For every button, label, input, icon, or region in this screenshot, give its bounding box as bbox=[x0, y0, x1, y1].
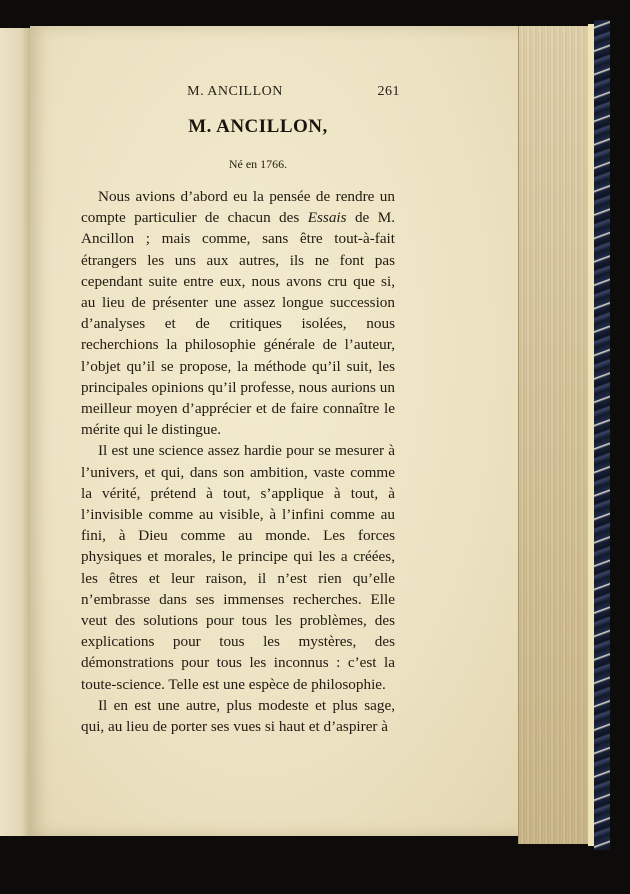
marbled-cover bbox=[594, 20, 610, 850]
paragraph-2: Il est une science assez hardie pour se mesurer à l’univers, et qui, dans son ambition, vaste comme la vérité, prétend à tout, s’applique à tout, à l’invisible comme au visible, à l’infini comme au fini, à Dieu comme au monde. Les forces physiques et morales, le principe qui les a créées, les êtres et leur raison, il n’est rien qu’elle n’embrasse dans ses immenses recherches. Elle veut des solutions pour tous les problèmes, des explications pour tous les mystères, des démonstrations pour tous les inconnus : c’est la toute-science. Telle est une espèce de philosophie. bbox=[81, 442, 395, 693]
page-block-edges bbox=[518, 26, 595, 844]
paragraph-1-start: Nous avions d’abord eu la pensée de rendre un compte particulier de chacun des bbox=[81, 188, 395, 227]
paragraph-1-end: de M. Ancillon ; mais comme, sans être tout-à-fait étrangers les uns aux autres, ils ne font pas cependant suite entre eux, nous avons cru que si, au lieu de présenter une assez longue succession d’analyses et de critiques isolées, nous recherchions la philosophie générale de l’auteur, l’objet qu’il se propose, la méthode qu’il suit, les principales opinions qu’il professe, nous aurions un meilleur moyen d’apprécier et de faire connaître le mérite qui le distingue. bbox=[81, 209, 395, 439]
facing-page-edge bbox=[0, 28, 30, 836]
running-head-title: M. ANCILLON bbox=[187, 84, 283, 99]
body-text bbox=[81, 186, 395, 737]
essais-italic: Essais bbox=[307, 209, 347, 227]
paragraph-1 bbox=[81, 186, 395, 440]
page-number: 261 bbox=[377, 84, 400, 99]
paragraph-3: Il en est une autre, plus modeste et plus sage, qui, au lieu de porter ses vues si haut et d’aspirer à bbox=[81, 696, 395, 736]
chapter-heading: M. ANCILLON, bbox=[188, 116, 328, 137]
birth-note: Né en 1766. bbox=[228, 157, 288, 171]
